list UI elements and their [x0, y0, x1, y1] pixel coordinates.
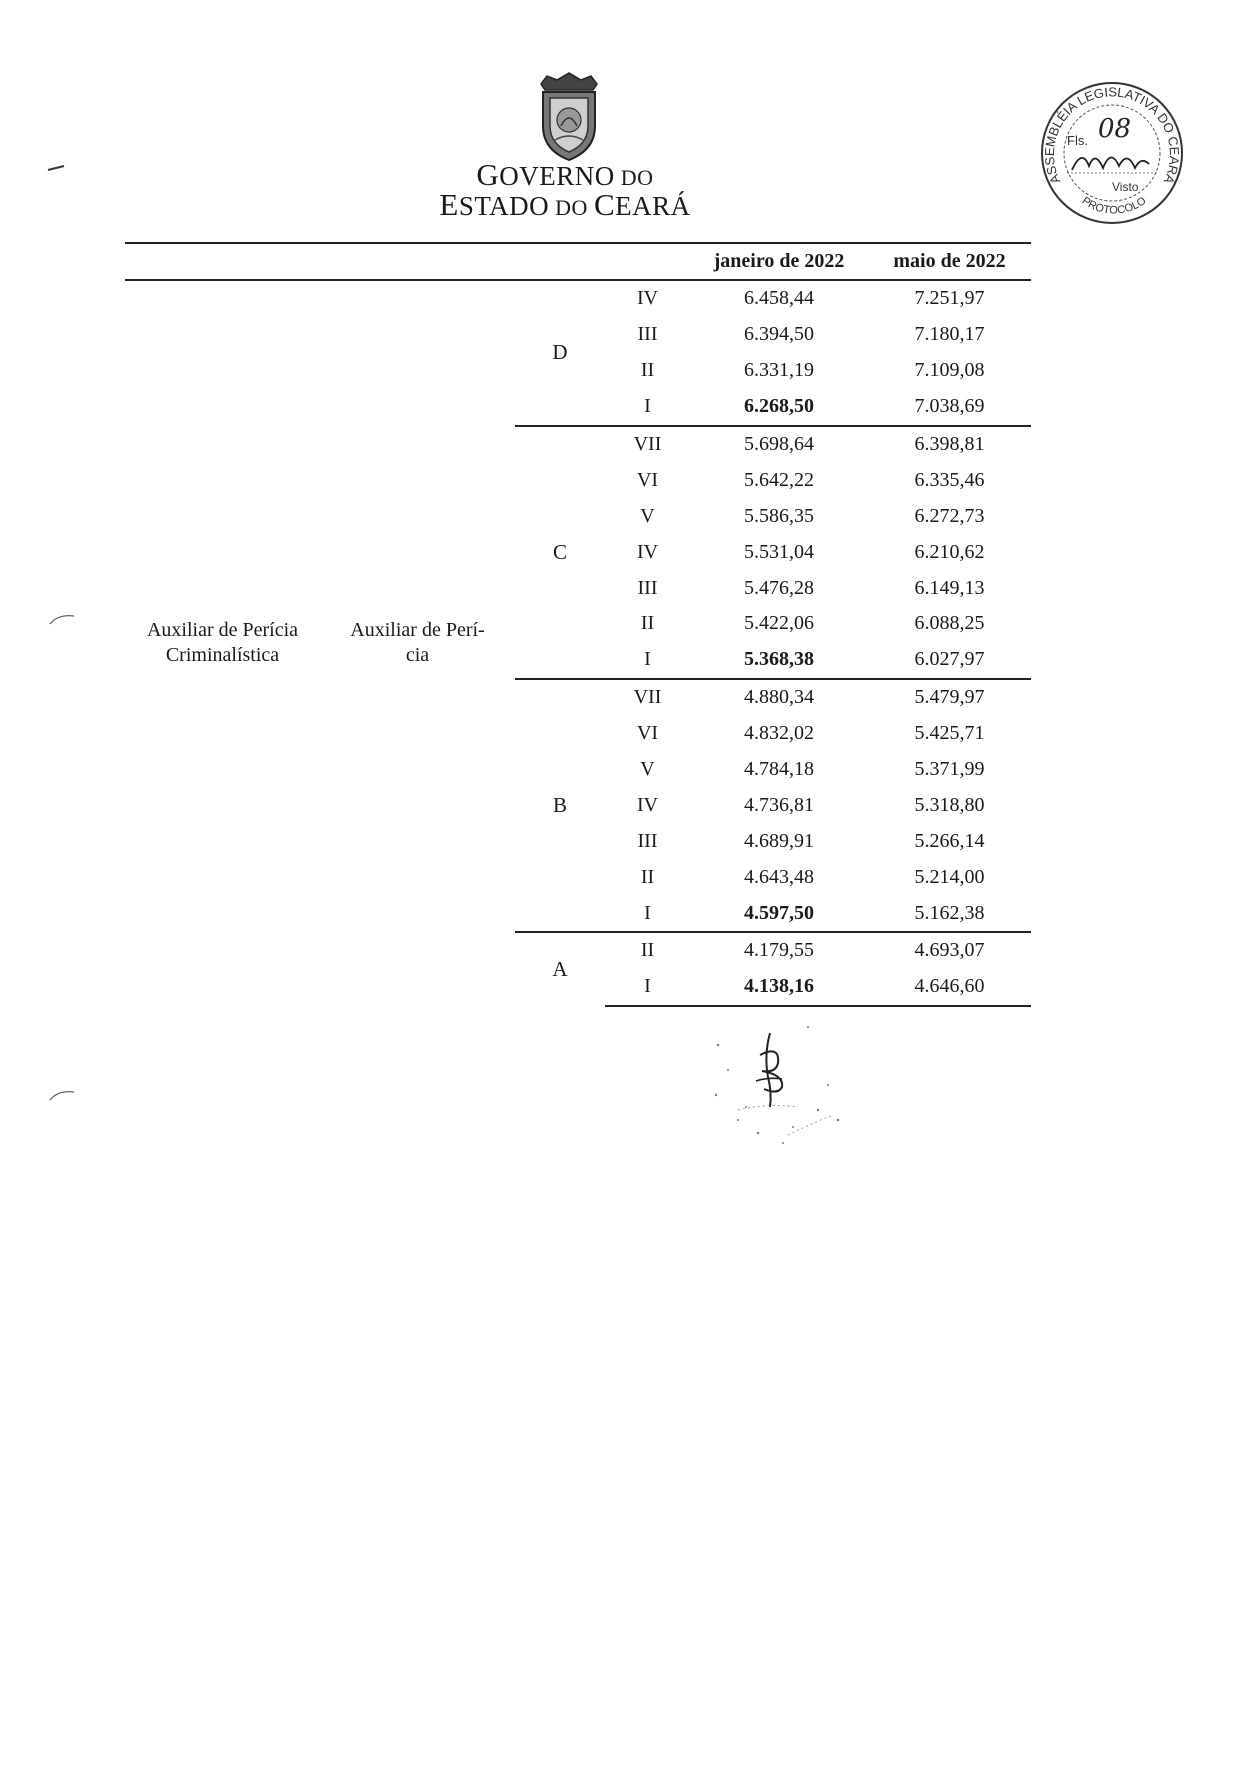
- jan-2022-value: 4.138,16: [690, 969, 868, 1006]
- margin-mark: [48, 612, 78, 626]
- referencia-cell: IV: [636, 287, 659, 310]
- jan-2022-value: 4.643,48: [744, 865, 814, 888]
- cargo-line: Criminalística: [165, 644, 280, 667]
- mai-2022-value: 5.318,80: [914, 793, 985, 816]
- referencia-cell: I: [605, 969, 690, 1006]
- header-cell: [515, 243, 605, 280]
- mai-2022-value: 6.272,73: [914, 504, 985, 527]
- state-crest-logo: [533, 70, 605, 162]
- salary-table: [125, 242, 1031, 1007]
- group-letter: B: [515, 679, 605, 932]
- jan-2022-value: 4.784,18: [744, 758, 814, 781]
- referencia-cell: III: [637, 829, 658, 852]
- mai-2022-value: 5.214,00: [914, 865, 985, 888]
- mai-2022-value: 4.693,07: [868, 932, 1031, 969]
- margin-mark: [48, 1088, 78, 1102]
- cargo-cell: [125, 280, 320, 1006]
- group-letter: C: [515, 426, 605, 679]
- mai-2022-value: 5.371,99: [914, 758, 985, 781]
- group-letter: A: [515, 932, 605, 1006]
- referencia-cell: II: [640, 612, 655, 635]
- jan-2022-value: 4.880,34: [690, 679, 868, 716]
- jan-2022-value: 5.698,64: [690, 426, 868, 463]
- referencia-cell: III: [637, 323, 658, 346]
- mai-2022-value: 7.038,69: [914, 395, 985, 418]
- mai-2022-value: 6.027,97: [914, 648, 985, 671]
- header-cell: [605, 243, 690, 280]
- stamp-visto-label: Visto: [1112, 180, 1139, 194]
- mai-2022-value: 7.180,17: [914, 323, 985, 346]
- header-jan-2022: janeiro de 2022: [690, 243, 868, 280]
- mai-2022-value: 5.266,14: [914, 829, 985, 852]
- mai-2022-value: 7.251,97: [914, 287, 985, 310]
- jan-2022-value: 4.736,81: [744, 793, 814, 816]
- header-line-governo: GOVERNO DO: [476, 157, 654, 192]
- mai-2022-value: 6.210,62: [914, 540, 985, 563]
- referencia-cell: VII: [605, 679, 690, 716]
- referencia-cell: V: [640, 504, 655, 527]
- referencia-cell: II: [640, 359, 655, 382]
- referencia-cell: IV: [636, 793, 659, 816]
- referencia-cell: VI: [636, 468, 659, 491]
- classe-line: Auxiliar de Perí-: [350, 619, 485, 642]
- classe-cell: [320, 280, 515, 1006]
- referencia-cell: VI: [636, 722, 659, 745]
- referencia-cell: IV: [636, 540, 659, 563]
- jan-2022-value: 6.331,19: [744, 359, 814, 382]
- table-row: [125, 280, 1031, 317]
- header-mai-2022: maio de 2022: [868, 243, 1031, 280]
- table-header-row: [125, 243, 1031, 280]
- stamp-folio-number: 08: [1098, 114, 1132, 144]
- mai-2022-value: 6.088,25: [914, 612, 985, 635]
- margin-mark: [44, 160, 74, 174]
- referencia-cell: I: [644, 648, 651, 671]
- mai-2022-value: 6.149,13: [914, 576, 985, 599]
- mai-2022-value: 5.425,71: [914, 722, 985, 745]
- referencia-cell: III: [637, 576, 658, 599]
- jan-2022-value: 5.422,06: [744, 612, 814, 635]
- mai-2022-value: 5.479,97: [868, 679, 1031, 716]
- mai-2022-value: 7.109,08: [914, 359, 985, 382]
- jan-2022-value: 6.394,50: [744, 323, 814, 346]
- mai-2022-value: 5.162,38: [914, 901, 985, 924]
- group-letter: D: [552, 340, 568, 365]
- mai-2022-value: 4.646,60: [868, 969, 1031, 1006]
- jan-2022-value: 5.586,35: [744, 504, 814, 527]
- referencia-cell: II: [640, 865, 655, 888]
- classe-line: cia: [405, 644, 430, 667]
- jan-2022-value: 5.531,04: [744, 540, 814, 563]
- jan-2022-value: 5.368,38: [744, 648, 814, 671]
- cargo-line: Auxiliar de Perícia: [146, 619, 299, 642]
- jan-2022-value: 5.642,22: [744, 468, 814, 491]
- handwritten-initials: [698, 1015, 868, 1155]
- jan-2022-value: 4.832,02: [744, 722, 814, 745]
- referencia-cell: VII: [605, 426, 690, 463]
- stamp-bottom-text: PROTOCOLO: [1079, 194, 1149, 217]
- referencia-cell: I: [644, 395, 651, 418]
- referencia-cell: I: [644, 901, 651, 924]
- protocol-stamp: [1037, 78, 1187, 228]
- jan-2022-value: 6.268,50: [744, 395, 814, 418]
- mai-2022-value: 6.335,46: [914, 468, 985, 491]
- jan-2022-value: 4.689,91: [744, 829, 814, 852]
- jan-2022-value: 4.597,50: [744, 901, 814, 924]
- jan-2022-value: 5.476,28: [744, 576, 814, 599]
- stamp-ring-text: ASSEMBLÉIA LEGISLATIVA DO CEARÁ: [1041, 84, 1183, 187]
- mai-2022-value: 6.398,81: [868, 426, 1031, 463]
- referencia-cell: V: [640, 758, 655, 781]
- header-line-estado: ESTADO DO CEARÁ: [439, 187, 691, 222]
- header-cell: [125, 243, 320, 280]
- stamp-fls-label: Fls.: [1067, 133, 1088, 148]
- jan-2022-value: 6.458,44: [744, 287, 814, 310]
- referencia-cell: II: [605, 932, 690, 969]
- jan-2022-value: 4.179,55: [690, 932, 868, 969]
- header-cell: [320, 243, 515, 280]
